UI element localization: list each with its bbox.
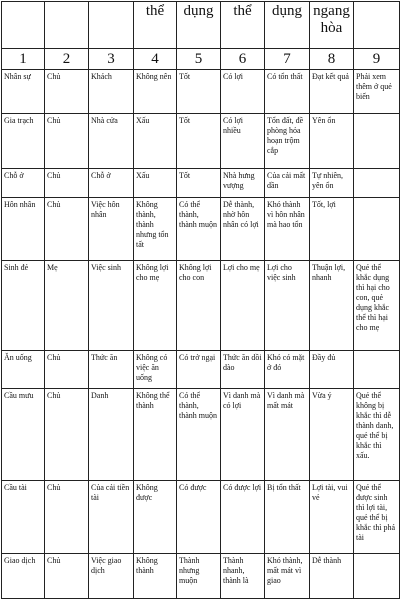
- table-cell: Lợi tài, vui vẻ: [310, 481, 354, 554]
- table-cell: Xấu: [134, 169, 177, 198]
- column-number: 2: [45, 49, 89, 70]
- table-cell: Chỗ ở: [2, 169, 45, 198]
- table-cell: Thành nhưng muộn: [177, 554, 221, 599]
- table-cell: Chủ: [45, 198, 89, 261]
- comparison-table: [1, 1, 400, 599]
- header-top-cell: [45, 2, 89, 49]
- column-number: 3: [89, 49, 134, 70]
- table-cell: Tốt: [177, 114, 221, 169]
- table-cell: Chủ: [45, 70, 89, 114]
- table-row: [2, 554, 400, 599]
- table-cell: Nhà hưng vượng: [221, 169, 265, 198]
- table-cell: Chủ: [45, 481, 89, 554]
- table-cell: [354, 198, 400, 261]
- table-cell: Không thành: [134, 554, 177, 599]
- table-cell: Yên ổn: [310, 114, 354, 169]
- table-cell: Tốt: [177, 70, 221, 114]
- table-cell: Tốt: [177, 169, 221, 198]
- table-cell: Chỗ ở: [89, 169, 134, 198]
- table-cell: Của cải mất dần: [265, 169, 310, 198]
- table-cell: Giao dịch: [2, 554, 45, 599]
- table-cell: Cầu tài: [2, 481, 45, 554]
- table-row: [2, 351, 400, 389]
- table-cell: Khó thành vì hôn nhân mà hao tổn: [265, 198, 310, 261]
- table-row: [2, 198, 400, 261]
- table-cell: Có được: [177, 481, 221, 554]
- table-cell: Gia trạch: [2, 114, 45, 169]
- column-number: 6: [221, 49, 265, 70]
- table-cell: Lợi cho việc sinh: [265, 261, 310, 351]
- table-cell: Thức ăn: [89, 351, 134, 389]
- column-number: 1: [2, 49, 45, 70]
- header-top-cell: ngang hòa: [310, 2, 354, 49]
- table-cell: Chủ: [45, 554, 89, 599]
- table-cell: Mẹ: [45, 261, 89, 351]
- table-cell: Nhân sự: [2, 70, 45, 114]
- table-cell: Tổn đất, đề phòng hỏa hoạn trộm cắp: [265, 114, 310, 169]
- header-row-top: [2, 2, 400, 49]
- table-cell: Quẻ thể không bị khắc thì dễ thành danh, quẻ thể bị khắc thì xấu.: [354, 389, 400, 481]
- table-cell: Có tổn thất: [265, 70, 310, 114]
- table-cell: Dễ thành, nhờ hôn nhân có lợi: [221, 198, 265, 261]
- table-cell: Khách: [89, 70, 134, 114]
- table-cell: Nhà cửa: [89, 114, 134, 169]
- table-cell: Phải xem thêm ở quẻ biến: [354, 70, 400, 114]
- table-row: [2, 481, 400, 554]
- header-top-cell: [2, 2, 45, 49]
- table-cell: Chủ: [45, 351, 89, 389]
- table-cell: Đầy đủ: [310, 351, 354, 389]
- table-cell: Có thể thành, thành muộn: [177, 389, 221, 481]
- table-cell: Ăn uống: [2, 351, 45, 389]
- table-row: [2, 114, 400, 169]
- table-cell: Quẻ thể khắc dụng thì hại cho con, quẻ dụng khắc thể thì hại cho mẹ: [354, 261, 400, 351]
- table-cell: Việc sinh: [89, 261, 134, 351]
- table-cell: Khó thành, mất mát vì giao: [265, 554, 310, 599]
- table-cell: [354, 351, 400, 389]
- table-row: [2, 261, 400, 351]
- table-cell: Đạt kết quả: [310, 70, 354, 114]
- header-top-cell: [354, 2, 400, 49]
- table-cell: Tự nhiên, yên ổn: [310, 169, 354, 198]
- table-cell: Thành nhanh, thành là: [221, 554, 265, 599]
- table-cell: Có lợi nhiều: [221, 114, 265, 169]
- table-cell: Bị tổn thất: [265, 481, 310, 554]
- table-cell: Tốt, lợi: [310, 198, 354, 261]
- table-cell: Không được: [134, 481, 177, 554]
- table-cell: [354, 554, 400, 599]
- table-cell: Vì danh mà có lợi: [221, 389, 265, 481]
- table-cell: Chủ: [45, 389, 89, 481]
- table-cell: Khó có mặt ở đó: [265, 351, 310, 389]
- table-cell: Việc giao dịch: [89, 554, 134, 599]
- table-cell: Lợi cho mẹ: [221, 261, 265, 351]
- table-cell: [354, 114, 400, 169]
- table-cell: Không thành, thành nhưng tổn tất: [134, 198, 177, 261]
- table-cell: Thuận lợi, nhanh: [310, 261, 354, 351]
- table-cell: Không nên: [134, 70, 177, 114]
- table-cell: Có lợi: [221, 70, 265, 114]
- table-cell: Sinh đẻ: [2, 261, 45, 351]
- header-top-cell: [89, 2, 134, 49]
- header-row-numbers: [2, 49, 400, 70]
- table-cell: Quẻ thể được sinh thì lợi tài, quẻ thể bị khắc thì phá tài: [354, 481, 400, 554]
- table-cell: Xấu: [134, 114, 177, 169]
- column-number: 7: [265, 49, 310, 70]
- table-cell: Cầu mưu: [2, 389, 45, 481]
- table-cell: Chủ: [45, 114, 89, 169]
- table-cell: Không có việc ăn uống: [134, 351, 177, 389]
- column-number: 8: [310, 49, 354, 70]
- header-top-cell: thể: [221, 2, 265, 49]
- header-top-cell: dụng: [177, 2, 221, 49]
- table-cell: Không thể thành: [134, 389, 177, 481]
- table-row: [2, 389, 400, 481]
- column-number: 5: [177, 49, 221, 70]
- table-cell: Dễ thành: [310, 554, 354, 599]
- table-cell: Chủ: [45, 169, 89, 198]
- table-cell: Không lợi cho mẹ: [134, 261, 177, 351]
- table-cell: Có trở ngại: [177, 351, 221, 389]
- column-number: 4: [134, 49, 177, 70]
- table-cell: Có thể thành, thành muộn: [177, 198, 221, 261]
- column-number: 9: [354, 49, 400, 70]
- table-cell: Thức ăn dồi dào: [221, 351, 265, 389]
- header-top-cell: dụng: [265, 2, 310, 49]
- table-cell: Vì danh mà mất mát: [265, 389, 310, 481]
- table-cell: Không lợi cho con: [177, 261, 221, 351]
- table-cell: Danh: [89, 389, 134, 481]
- header-top-cell: thể: [134, 2, 177, 49]
- table-cell: Vừa ý: [310, 389, 354, 481]
- table-cell: Của cải tiền tài: [89, 481, 134, 554]
- table-row: [2, 70, 400, 114]
- table-cell: Hôn nhân: [2, 198, 45, 261]
- table-cell: Có được lợi: [221, 481, 265, 554]
- table-cell: [354, 169, 400, 198]
- table-cell: Việc hôn nhân: [89, 198, 134, 261]
- table-row: [2, 169, 400, 198]
